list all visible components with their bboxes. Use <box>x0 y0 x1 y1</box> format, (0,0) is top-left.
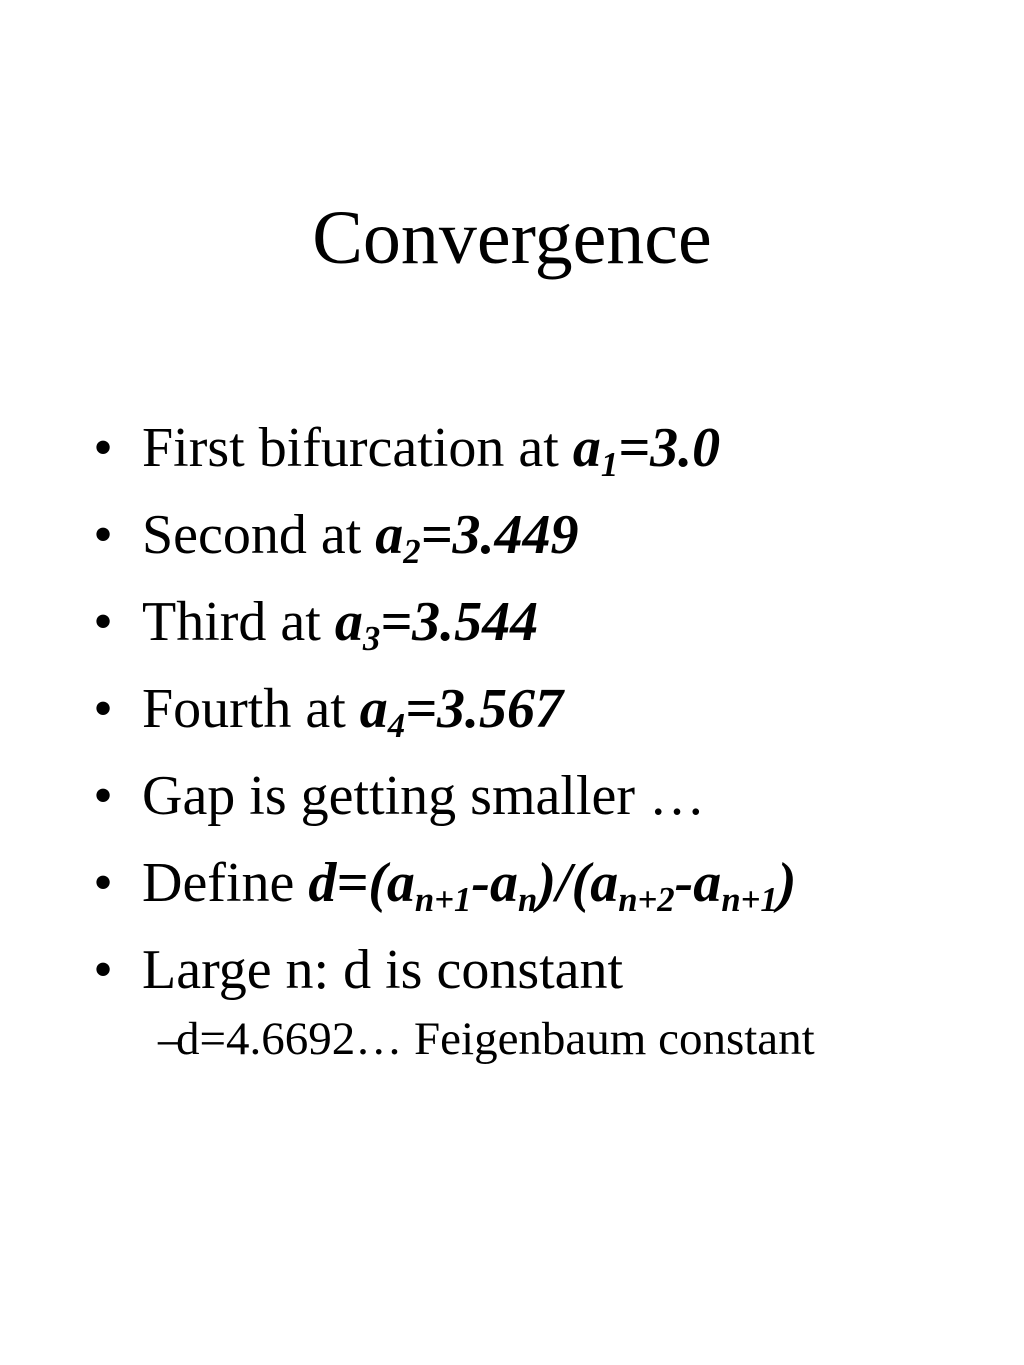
equation: $a_2=3.449$ <box>375 504 579 571</box>
equation: $a_3=3.544$ <box>334 591 539 658</box>
bullet-dot-icon: • <box>93 939 113 1001</box>
bullet-text: Gap is getting smaller … <box>142 765 706 827</box>
sub-bullet-feigenbaum <box>104 1006 815 1072</box>
bullet-text: Large n: d is constant <box>142 939 624 1001</box>
bullet-third <box>88 579 815 666</box>
bullet-large-n <box>88 927 815 1014</box>
bullet-text: Fourth at <box>142 678 360 740</box>
bullet-dot-icon: • <box>93 417 113 479</box>
bullet-dot-icon: • <box>93 678 113 740</box>
bullet-fourth <box>88 666 815 753</box>
bullet-text: First bifurcation at <box>142 417 573 479</box>
equation: $a_1=3.0$ <box>572 417 721 484</box>
sub-bullet-text: d=4.6692… Feigenbaum constant <box>176 1013 815 1065</box>
slide-title: Convergence <box>312 196 712 280</box>
bullet-list <box>88 405 815 1072</box>
formula: $d=(a_{n+1}-a_n)/(a_{n+2}-a_{n+1})$ <box>308 852 797 919</box>
dash-icon: – <box>158 1013 182 1065</box>
bullet-dot-icon: • <box>93 765 113 827</box>
bullet-gap <box>88 753 815 840</box>
bullet-first-bifurcation <box>88 405 815 492</box>
bullet-text: Define <box>142 852 309 914</box>
bullet-second <box>88 492 815 579</box>
bullet-dot-icon: • <box>93 504 113 566</box>
bullet-dot-icon: • <box>93 852 113 914</box>
bullet-text: Third at <box>142 591 335 653</box>
bullet-text: Second at <box>142 504 376 566</box>
bullet-define <box>88 840 815 927</box>
bullet-dot-icon: • <box>93 591 113 653</box>
equation: $a_4=3.567$ <box>359 678 564 745</box>
